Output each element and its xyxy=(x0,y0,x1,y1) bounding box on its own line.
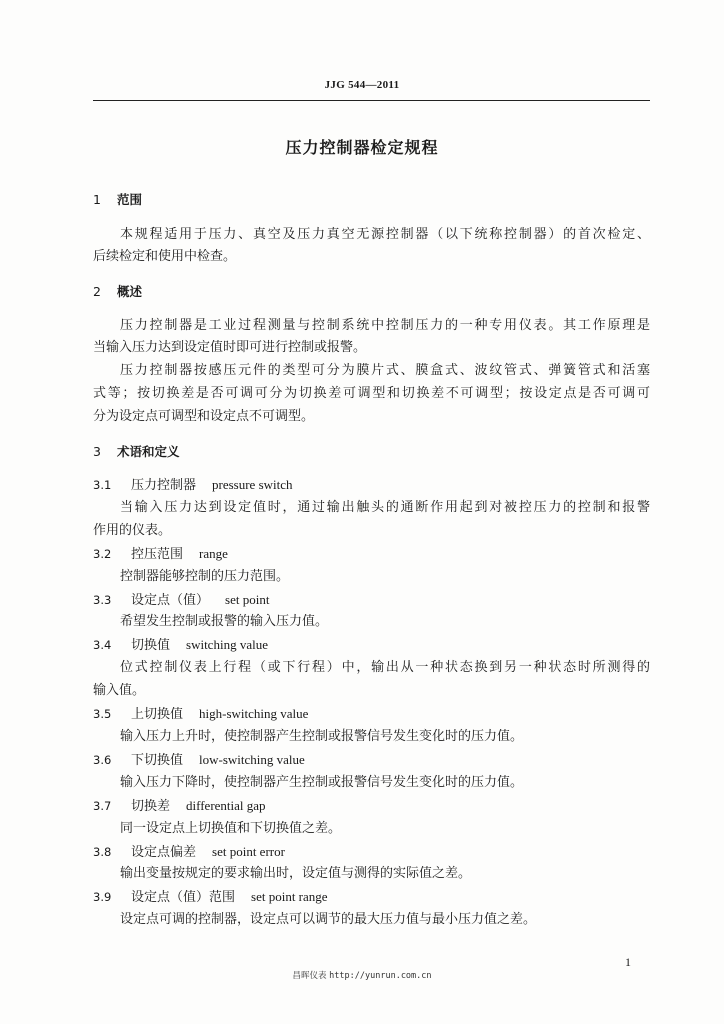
section-title: 范围 xyxy=(117,192,143,207)
term-english: range xyxy=(199,546,228,561)
term-number: 3.2 xyxy=(93,547,112,561)
term-chinese: 下切换值 xyxy=(131,753,184,768)
term-heading xyxy=(93,706,308,723)
term-definition: 当输入压力达到设定值时，通过输出触头的通断作用起到对被控压力的控制和报警 xyxy=(120,500,650,515)
term-number: 3.7 xyxy=(93,799,112,813)
paragraph-line: 式等；按切换差是否可调可分为切换差可调型和切换差不可调型；按设定点是否可调可 xyxy=(93,386,650,401)
term-chinese: 切换差 xyxy=(131,799,171,814)
section-number: 3 xyxy=(93,444,101,459)
term-heading xyxy=(93,546,228,563)
section-number: 1 xyxy=(93,192,101,207)
term-english: high-switching value xyxy=(199,706,309,721)
term-definition: 设定点可调的控制器，设定点可以调节的最大压力值与最小压力值之差。 xyxy=(120,912,537,927)
paragraph-line: 分为设定点可调型和设定点不可调型。 xyxy=(93,409,315,424)
term-definition: 输入压力下降时，使控制器产生控制或报警信号发生变化时的压力值。 xyxy=(120,775,524,790)
term-chinese: 控压范围 xyxy=(131,547,184,562)
term-chinese: 切换值 xyxy=(131,638,171,653)
term-definition: 位式控制仪表上行程（或下行程）中，输出从一种状态换到另一种状态时所测得的 xyxy=(120,660,650,675)
document-title: 压力控制器检定规程 xyxy=(285,138,439,157)
term-definition: 输出变量按规定的要求输出时，设定值与测得的实际值之差。 xyxy=(120,866,472,881)
term-english: low-switching value xyxy=(199,752,305,767)
paragraph-line: 当输入压力达到设定值时即可进行控制或报警。 xyxy=(93,340,367,355)
term-english: set point range xyxy=(251,889,328,904)
section-title: 概述 xyxy=(117,284,143,299)
page-number: 1 xyxy=(625,955,631,969)
section-heading-terms xyxy=(93,444,180,460)
paragraph-line: 后续检定和使用中检查。 xyxy=(93,249,237,264)
term-number: 3.3 xyxy=(93,593,112,607)
footer-text: 昌晖仪表 xyxy=(292,971,327,981)
term-definition: 希望发生控制或报警的输入压力值。 xyxy=(120,614,329,629)
header-rule xyxy=(93,100,650,101)
term-definition: 输入值。 xyxy=(93,683,146,698)
term-heading xyxy=(93,752,305,769)
standard-code: JJG 544—2011 xyxy=(324,79,400,91)
term-definition: 作用的仪表。 xyxy=(93,523,172,538)
section-title: 术语和定义 xyxy=(117,444,180,459)
term-chinese: 设定点（值）范围 xyxy=(131,890,236,905)
term-english: set point xyxy=(225,592,270,607)
term-chinese: 压力控制器 xyxy=(131,478,197,493)
section-heading-overview xyxy=(93,284,142,300)
footer xyxy=(0,969,724,981)
paragraph-line: 压力控制器按感压元件的类型可分为膜片式、膜盒式、波纹管式、弹簧管式和活塞 xyxy=(120,363,650,378)
footer-url: http://yunrun.com.cn xyxy=(329,971,432,981)
term-english: pressure switch xyxy=(212,477,293,492)
term-chinese: 设定点（值） xyxy=(131,593,210,608)
term-english: set point error xyxy=(212,844,285,859)
section-number: 2 xyxy=(93,284,101,299)
term-english: differential gap xyxy=(186,798,266,813)
term-number: 3.8 xyxy=(93,845,112,859)
term-heading xyxy=(93,592,269,609)
term-heading xyxy=(93,637,268,654)
term-definition: 控制器能够控制的压力范围。 xyxy=(120,569,290,584)
paragraph-line: 本规程适用于压力、真空及压力真空无源控制器（以下统称控制器）的首次检定、 xyxy=(120,227,650,242)
term-chinese: 设定点偏差 xyxy=(131,845,197,860)
term-heading xyxy=(93,477,293,494)
term-definition: 输入压力上升时，使控制器产生控制或报警信号发生变化时的压力值。 xyxy=(120,729,524,744)
term-english: switching value xyxy=(186,637,268,652)
term-chinese: 上切换值 xyxy=(131,707,184,722)
term-definition: 同一设定点上切换值和下切换值之差。 xyxy=(120,821,342,836)
term-number: 3.1 xyxy=(93,478,112,492)
term-number: 3.6 xyxy=(93,753,112,767)
term-number: 3.9 xyxy=(93,890,112,904)
section-heading-scope xyxy=(93,192,142,208)
term-heading xyxy=(93,798,266,815)
term-heading xyxy=(93,889,328,906)
term-number: 3.4 xyxy=(93,638,112,652)
paragraph-line: 压力控制器是工业过程测量与控制系统中控制压力的一种专用仪表。其工作原理是 xyxy=(120,318,650,333)
term-number: 3.5 xyxy=(93,707,112,721)
term-heading xyxy=(93,844,285,861)
